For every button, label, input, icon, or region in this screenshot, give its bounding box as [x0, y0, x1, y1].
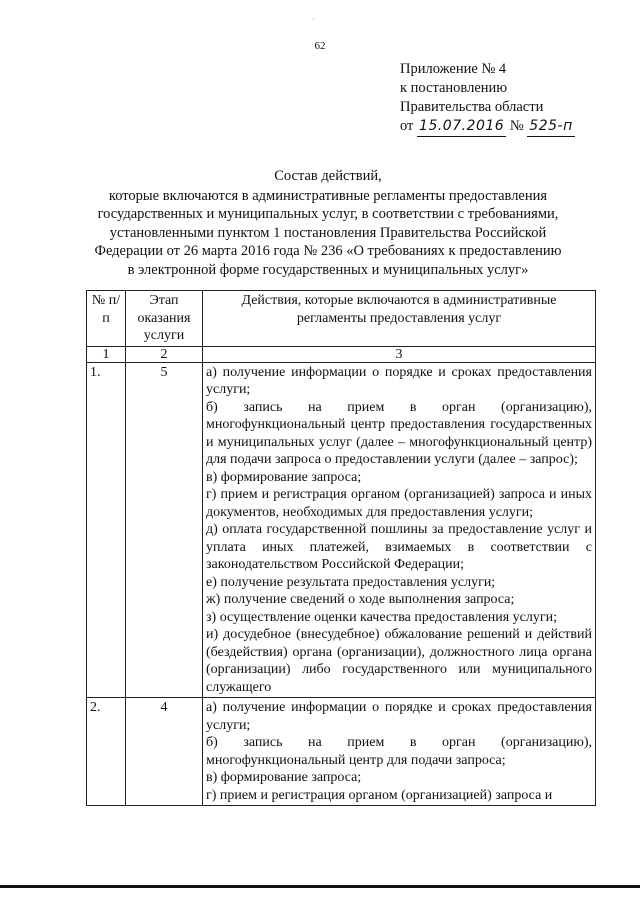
action-item: з) осуществление оценки качества предоставления услуги;: [206, 609, 557, 625]
appendix-block: [400, 60, 575, 137]
actions-table: [86, 290, 596, 806]
column-number: 3: [203, 346, 596, 362]
title-line: которые включаются в административные регламенты предоставления: [108, 187, 548, 204]
row-number: 1.: [87, 362, 126, 698]
bottom-scan-border: [0, 885, 640, 888]
date-prefix: от: [400, 118, 414, 134]
header-stage: Этап оказания услуги: [126, 291, 203, 347]
handwritten-date: 15.07.2016: [417, 117, 506, 137]
table-row: [87, 698, 596, 806]
appendix-date-line: [400, 117, 575, 137]
number-prefix: №: [509, 118, 524, 134]
action-item: и) досудебное (внесудебное) обжалование решений и действий (бездействия) органа (организации), должностного лица органа (организации) либо государственного или муниципального служащего: [206, 627, 592, 695]
row-stage: 4: [126, 698, 203, 806]
title-line: государственных и муниципальных услуг, в соответствии с требованиями,: [97, 206, 559, 222]
page-number: 62: [314, 40, 326, 52]
action-item: д) оплата государственной пошлины за предоставление услуг и уплата иных платежей, взимаемых в соответствии с законодательством Российской Федерации;: [206, 522, 592, 572]
row-actions: [203, 362, 596, 698]
action-item: в) формирование запроса;: [206, 770, 362, 785]
table-row: [87, 362, 596, 698]
table-header-row: [87, 291, 596, 347]
title-line: Федерации от 26 марта 2016 года № 236 «О требованиях к предоставлению: [94, 243, 562, 259]
action-item: в) формирование запроса;: [206, 469, 362, 485]
action-item: г) прием и регистрация органом (организацией) запроса и: [206, 787, 553, 803]
title-heading: Состав действий,: [274, 168, 382, 184]
header-actions: Действия, которые включаются в административные регламенты предоставления услуг: [203, 291, 596, 347]
row-number: 2.: [87, 698, 126, 806]
row-stage: 5: [126, 362, 203, 698]
action-item: е) получение результата предоставления услуги;: [206, 574, 496, 590]
action-item: г) прием и регистрация органом (организацией) запроса и иных документов, необходимых для предоставления услуги;: [206, 487, 592, 520]
appendix-line-2: к постановлению: [400, 80, 508, 96]
column-numbers-row: [87, 346, 596, 362]
action-item: а) получение информации о порядке и сроках предоставления услуги;: [206, 364, 592, 397]
header-number: № п/п: [87, 291, 126, 347]
action-item: а) получение информации о порядке и сроках предоставления услуги;: [206, 700, 592, 733]
appendix-title: Приложение № 4: [400, 61, 507, 77]
action-item: б) запись на прием в орган (организацию), многофункциональный центр для подачи запроса;: [206, 735, 592, 768]
column-number: 1: [87, 346, 126, 362]
column-number: 2: [126, 346, 203, 362]
action-item: б) запись на прием в орган (организацию), многофункциональный центр предоставления государственных и муниципальных услуг (далее – многофункциональный центр) для подачи запроса о предоставлении услуги (далее – запрос);: [206, 399, 592, 467]
handwritten-number: 525-п: [527, 117, 574, 137]
document-title: [86, 167, 570, 279]
scan-mark: ·: [312, 14, 315, 24]
action-item: ж) получение сведений о ходе выполнения запроса;: [206, 592, 515, 607]
title-line: в электронной форме государственных и муниципальных услуг»: [127, 261, 529, 278]
appendix-line-3: Правительства области: [400, 99, 544, 115]
row-actions: [203, 698, 596, 806]
title-line: установленными пунктом 1 постановления Правительства Российской: [109, 224, 547, 241]
